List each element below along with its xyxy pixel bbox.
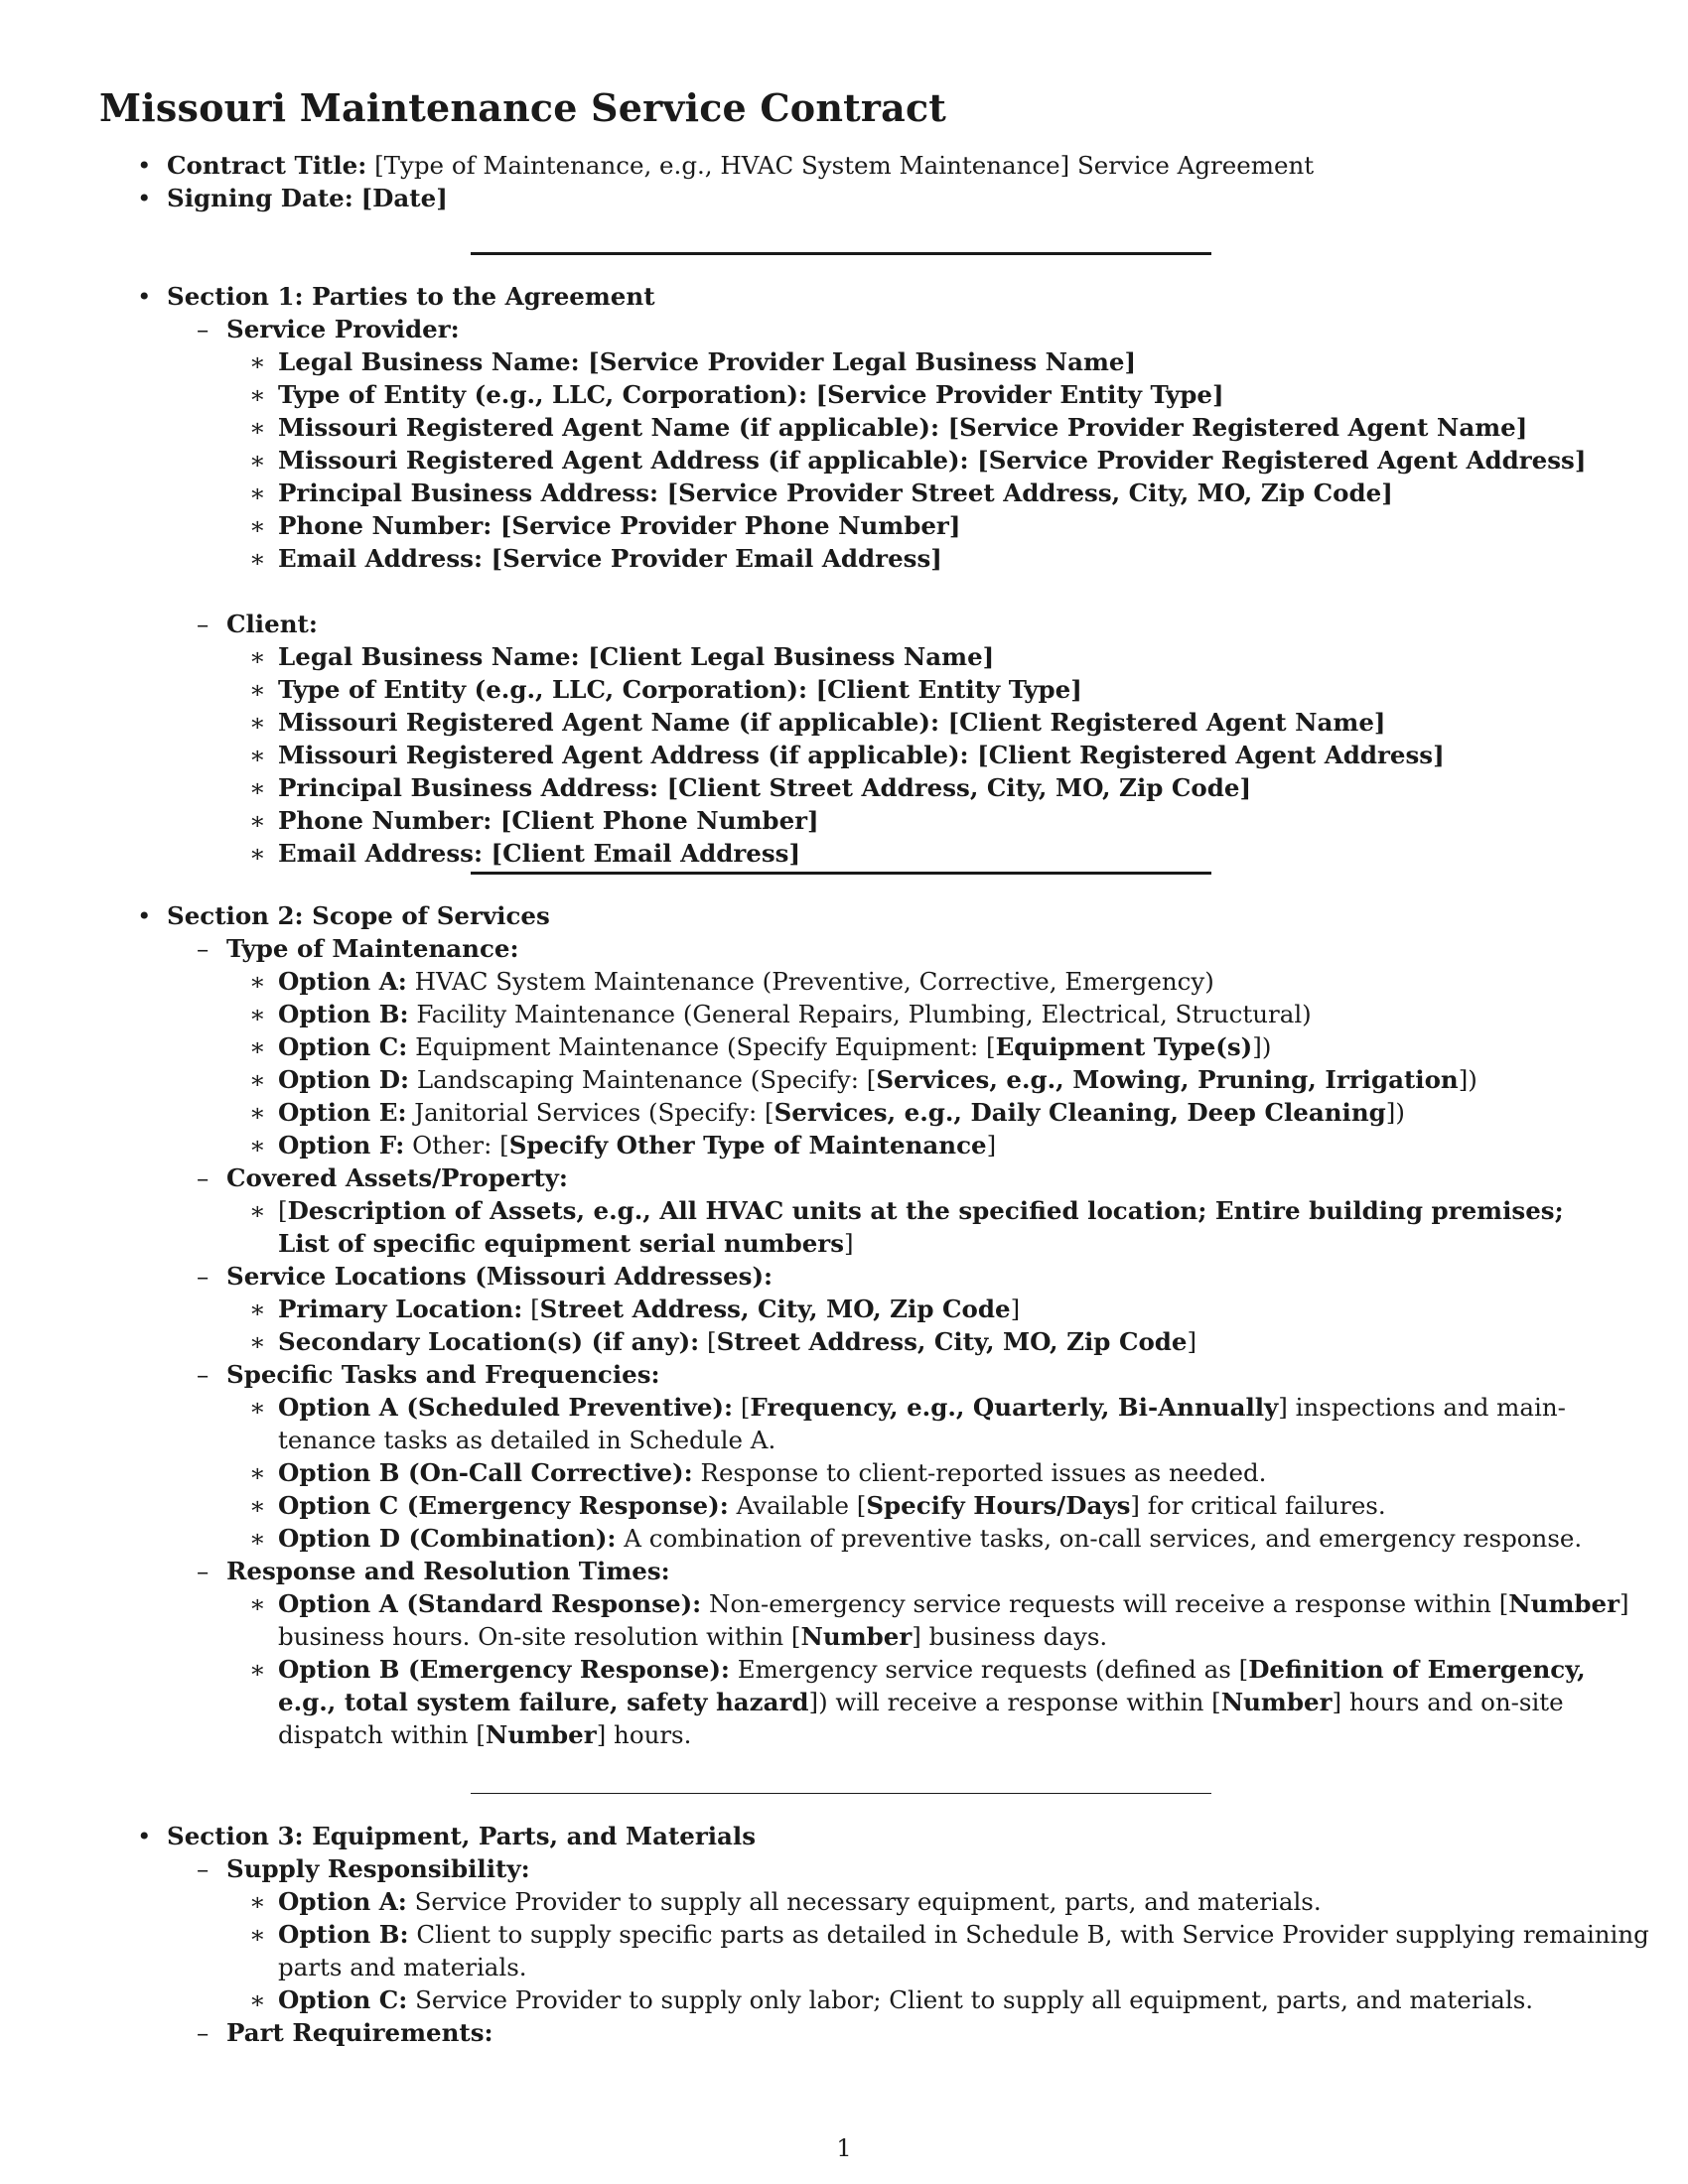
type-option-f: Option F: Other: [Specify Other Type of Maintenance] <box>278 1131 997 1160</box>
client-field-value: [Client Email Address] <box>491 839 801 868</box>
client-field-value: [Client Street Address, City, MO, Zip Code] <box>666 773 1252 802</box>
bullet-marker: • <box>137 151 152 180</box>
star-marker: ∗ <box>249 1655 266 1684</box>
star-marker: ∗ <box>249 511 266 540</box>
client-field-label: Principal Business Address: <box>278 773 659 802</box>
client-field <box>278 771 1251 804</box>
service-locations-heading: Service Locations (Missouri Addresses): <box>226 1262 774 1291</box>
client-field-label: Email Address: <box>278 839 484 868</box>
bullet-marker: • <box>137 901 152 930</box>
dash-marker: – <box>197 1854 210 1883</box>
star-marker: ∗ <box>249 1458 266 1487</box>
provider-field <box>278 411 1527 444</box>
star-marker: ∗ <box>249 1393 266 1422</box>
signing-date-label: Signing Date: <box>167 184 353 212</box>
star-marker: ∗ <box>249 1196 266 1225</box>
type-option-d: Option D: Landscaping Maintenance (Specify: [Services, e.g., Mowing, Pruning, Irrigation]) <box>278 1065 1477 1094</box>
star-marker: ∗ <box>249 708 266 737</box>
contract-title-value: [Type of Maintenance, e.g., HVAC System Maintenance] Service Agreement <box>374 151 1315 180</box>
star-marker: ∗ <box>249 1032 266 1061</box>
client-field-value: [Client Registered Agent Name] <box>947 708 1386 737</box>
client-field-label: Missouri Registered Agent Address (if applicable): <box>278 741 969 769</box>
signing-date-value: [Date] <box>360 184 448 212</box>
star-marker: ∗ <box>249 1065 266 1094</box>
type-of-maintenance-heading: Type of Maintenance: <box>226 934 519 963</box>
response-option-b: Option B (Emergency Response): Emergency service requests (defined as [Definition of Emergency, <box>278 1655 1586 1684</box>
task-option-d: Option D (Combination): A combination of preventive tasks, on-call services, and emergency response. <box>278 1524 1583 1553</box>
star-marker: ∗ <box>249 773 266 802</box>
provider-field-value: [Service Provider Entity Type] <box>815 380 1224 409</box>
response-option-b-line-3: dispatch within [Number] hours. <box>278 1720 692 1749</box>
provider-field-label: Missouri Registered Agent Name (if applicable): <box>278 413 940 442</box>
star-marker: ∗ <box>249 446 266 475</box>
dash-marker: – <box>197 934 210 963</box>
supply-option-b-line-2: parts and materials. <box>278 1953 527 1981</box>
provider-field-label: Type of Entity (e.g., LLC, Corporation): <box>278 380 808 409</box>
client-field-value: [Client Phone Number] <box>499 806 819 835</box>
client-field-label: Type of Entity (e.g., LLC, Corporation): <box>278 675 808 704</box>
section-divider <box>471 1793 1211 1794</box>
specific-tasks-heading: Specific Tasks and Frequencies: <box>226 1360 660 1389</box>
dash-marker: – <box>197 610 210 638</box>
client-field <box>278 673 1082 706</box>
star-marker: ∗ <box>249 741 266 769</box>
dash-marker: – <box>197 1262 210 1291</box>
client-field-label: Phone Number: <box>278 806 492 835</box>
client-field-label: Legal Business Name: <box>278 642 580 671</box>
provider-field-label: Legal Business Name: <box>278 347 580 376</box>
star-marker: ∗ <box>249 1985 266 2014</box>
star-marker: ∗ <box>249 1000 266 1028</box>
type-option-c: Option C: Equipment Maintenance (Specify Equipment: [Equipment Type(s)]) <box>278 1032 1272 1061</box>
task-option-c: Option C (Emergency Response): Available [Specify Hours/Days] for critical failures. <box>278 1491 1386 1520</box>
response-option-a: Option A (Standard Response): Non-emergency service requests will receive a response within [Number] <box>278 1589 1629 1618</box>
provider-field <box>278 509 960 542</box>
provider-field-label: Email Address: <box>278 544 484 573</box>
client-heading: Client: <box>226 610 318 638</box>
dash-marker: – <box>197 315 210 343</box>
star-marker: ∗ <box>249 1524 266 1553</box>
task-option-a: Option A (Scheduled Preventive): [Frequency, e.g., Quarterly, Bi-Annually] inspections and main- <box>278 1393 1566 1422</box>
client-field <box>278 739 1445 771</box>
provider-field-value: [Service Provider Street Address, City, MO, Zip Code] <box>666 478 1393 507</box>
client-field-label: Missouri Registered Agent Name (if applicable): <box>278 708 940 737</box>
star-marker: ∗ <box>249 642 266 671</box>
star-marker: ∗ <box>249 1131 266 1160</box>
client-field-value: [Client Entity Type] <box>815 675 1082 704</box>
service-provider-heading: Service Provider: <box>226 315 460 343</box>
covered-assets-heading: Covered Assets/Property: <box>226 1163 568 1192</box>
contract-title-label: Contract Title: <box>167 151 367 180</box>
provider-field-value: [Service Provider Registered Agent Name] <box>947 413 1528 442</box>
star-marker: ∗ <box>249 967 266 996</box>
type-option-a: Option A: HVAC System Maintenance (Preventive, Corrective, Emergency) <box>278 967 1214 996</box>
page-number: 1 <box>836 2134 852 2162</box>
client-field <box>278 640 994 673</box>
client-field <box>278 804 819 837</box>
star-marker: ∗ <box>249 1491 266 1520</box>
response-times-heading: Response and Resolution Times: <box>226 1557 670 1585</box>
response-option-a-line-2: business hours. On-site resolution within [Number] business days. <box>278 1622 1108 1651</box>
supply-option-a: Option A: Service Provider to supply all necessary equipment, parts, and materials. <box>278 1887 1322 1916</box>
provider-field-label: Principal Business Address: <box>278 478 659 507</box>
star-marker: ∗ <box>249 1098 266 1127</box>
section-divider <box>471 252 1211 255</box>
signing-date-line <box>167 182 448 214</box>
star-marker: ∗ <box>249 413 266 442</box>
client-field-value: [Client Registered Agent Address] <box>977 741 1445 769</box>
task-option-a-line-2: tenance tasks as detailed in Schedule A. <box>278 1426 776 1454</box>
star-marker: ∗ <box>249 1887 266 1916</box>
part-requirements-heading: Part Requirements: <box>226 2018 493 2047</box>
secondary-location: Secondary Location(s) (if any): [Street Address, City, MO, Zip Code] <box>278 1327 1197 1356</box>
section-2-heading: Section 2: Scope of Services <box>167 901 550 930</box>
star-marker: ∗ <box>249 1327 266 1356</box>
provider-field <box>278 477 1393 509</box>
provider-field-value: [Service Provider Registered Agent Address] <box>977 446 1587 475</box>
type-option-e: Option E: Janitorial Services (Specify: [Services, e.g., Daily Cleaning, Deep Cleaning]) <box>278 1098 1405 1127</box>
star-marker: ∗ <box>249 1920 266 1949</box>
section-3-heading: Section 3: Equipment, Parts, and Materials <box>167 1822 757 1850</box>
supply-responsibility-heading: Supply Responsibility: <box>226 1854 530 1883</box>
star-marker: ∗ <box>249 806 266 835</box>
section-divider <box>471 872 1211 875</box>
provider-field-label: Phone Number: <box>278 511 492 540</box>
star-marker: ∗ <box>249 839 266 868</box>
bullet-marker: • <box>137 184 152 212</box>
provider-field <box>278 444 1586 477</box>
provider-field-value: [Service Provider Legal Business Name] <box>588 347 1137 376</box>
dash-marker: – <box>197 1557 210 1585</box>
provider-field <box>278 345 1136 378</box>
client-field <box>278 837 800 870</box>
dash-marker: – <box>197 2018 210 2047</box>
star-marker: ∗ <box>249 380 266 409</box>
provider-field-label: Missouri Registered Agent Address (if applicable): <box>278 446 969 475</box>
bullet-marker: • <box>137 282 152 311</box>
star-marker: ∗ <box>249 544 266 573</box>
covered-assets-line-1: [Description of Assets, e.g., All HVAC units at the specified location; Entire building premises; <box>278 1196 1564 1225</box>
dash-marker: – <box>197 1163 210 1192</box>
star-marker: ∗ <box>249 675 266 704</box>
supply-option-c: Option C: Service Provider to supply only labor; Client to supply all equipment, parts, and materials. <box>278 1985 1534 2014</box>
primary-location: Primary Location: [Street Address, City, MO, Zip Code] <box>278 1295 1021 1323</box>
provider-field-value: [Service Provider Email Address] <box>491 544 942 573</box>
bullet-marker: • <box>137 1822 152 1850</box>
star-marker: ∗ <box>249 1589 266 1618</box>
client-field <box>278 706 1386 739</box>
contract-title-line <box>167 149 1314 182</box>
page-title: Missouri Maintenance Service Contract <box>99 85 947 130</box>
provider-field <box>278 378 1224 411</box>
star-marker: ∗ <box>249 1295 266 1323</box>
type-option-b: Option B: Facility Maintenance (General Repairs, Plumbing, Electrical, Structural) <box>278 1000 1312 1028</box>
client-field-value: [Client Legal Business Name] <box>588 642 995 671</box>
provider-field-value: [Service Provider Phone Number] <box>499 511 961 540</box>
task-option-b: Option B (On-Call Corrective): Response to client-reported issues as needed. <box>278 1458 1267 1487</box>
covered-assets-line-2: List of specific equipment serial numbers] <box>278 1229 854 1258</box>
supply-option-b: Option B: Client to supply specific parts as detailed in Schedule B, with Service Provider supplying remaining <box>278 1920 1649 1949</box>
response-option-b-line-2: e.g., total system failure, safety hazard]) will receive a response within [Number] hours and on-site <box>278 1688 1564 1716</box>
dash-marker: – <box>197 1360 210 1389</box>
provider-field <box>278 542 942 575</box>
star-marker: ∗ <box>249 347 266 376</box>
section-1-heading: Section 1: Parties to the Agreement <box>167 282 655 311</box>
star-marker: ∗ <box>249 478 266 507</box>
